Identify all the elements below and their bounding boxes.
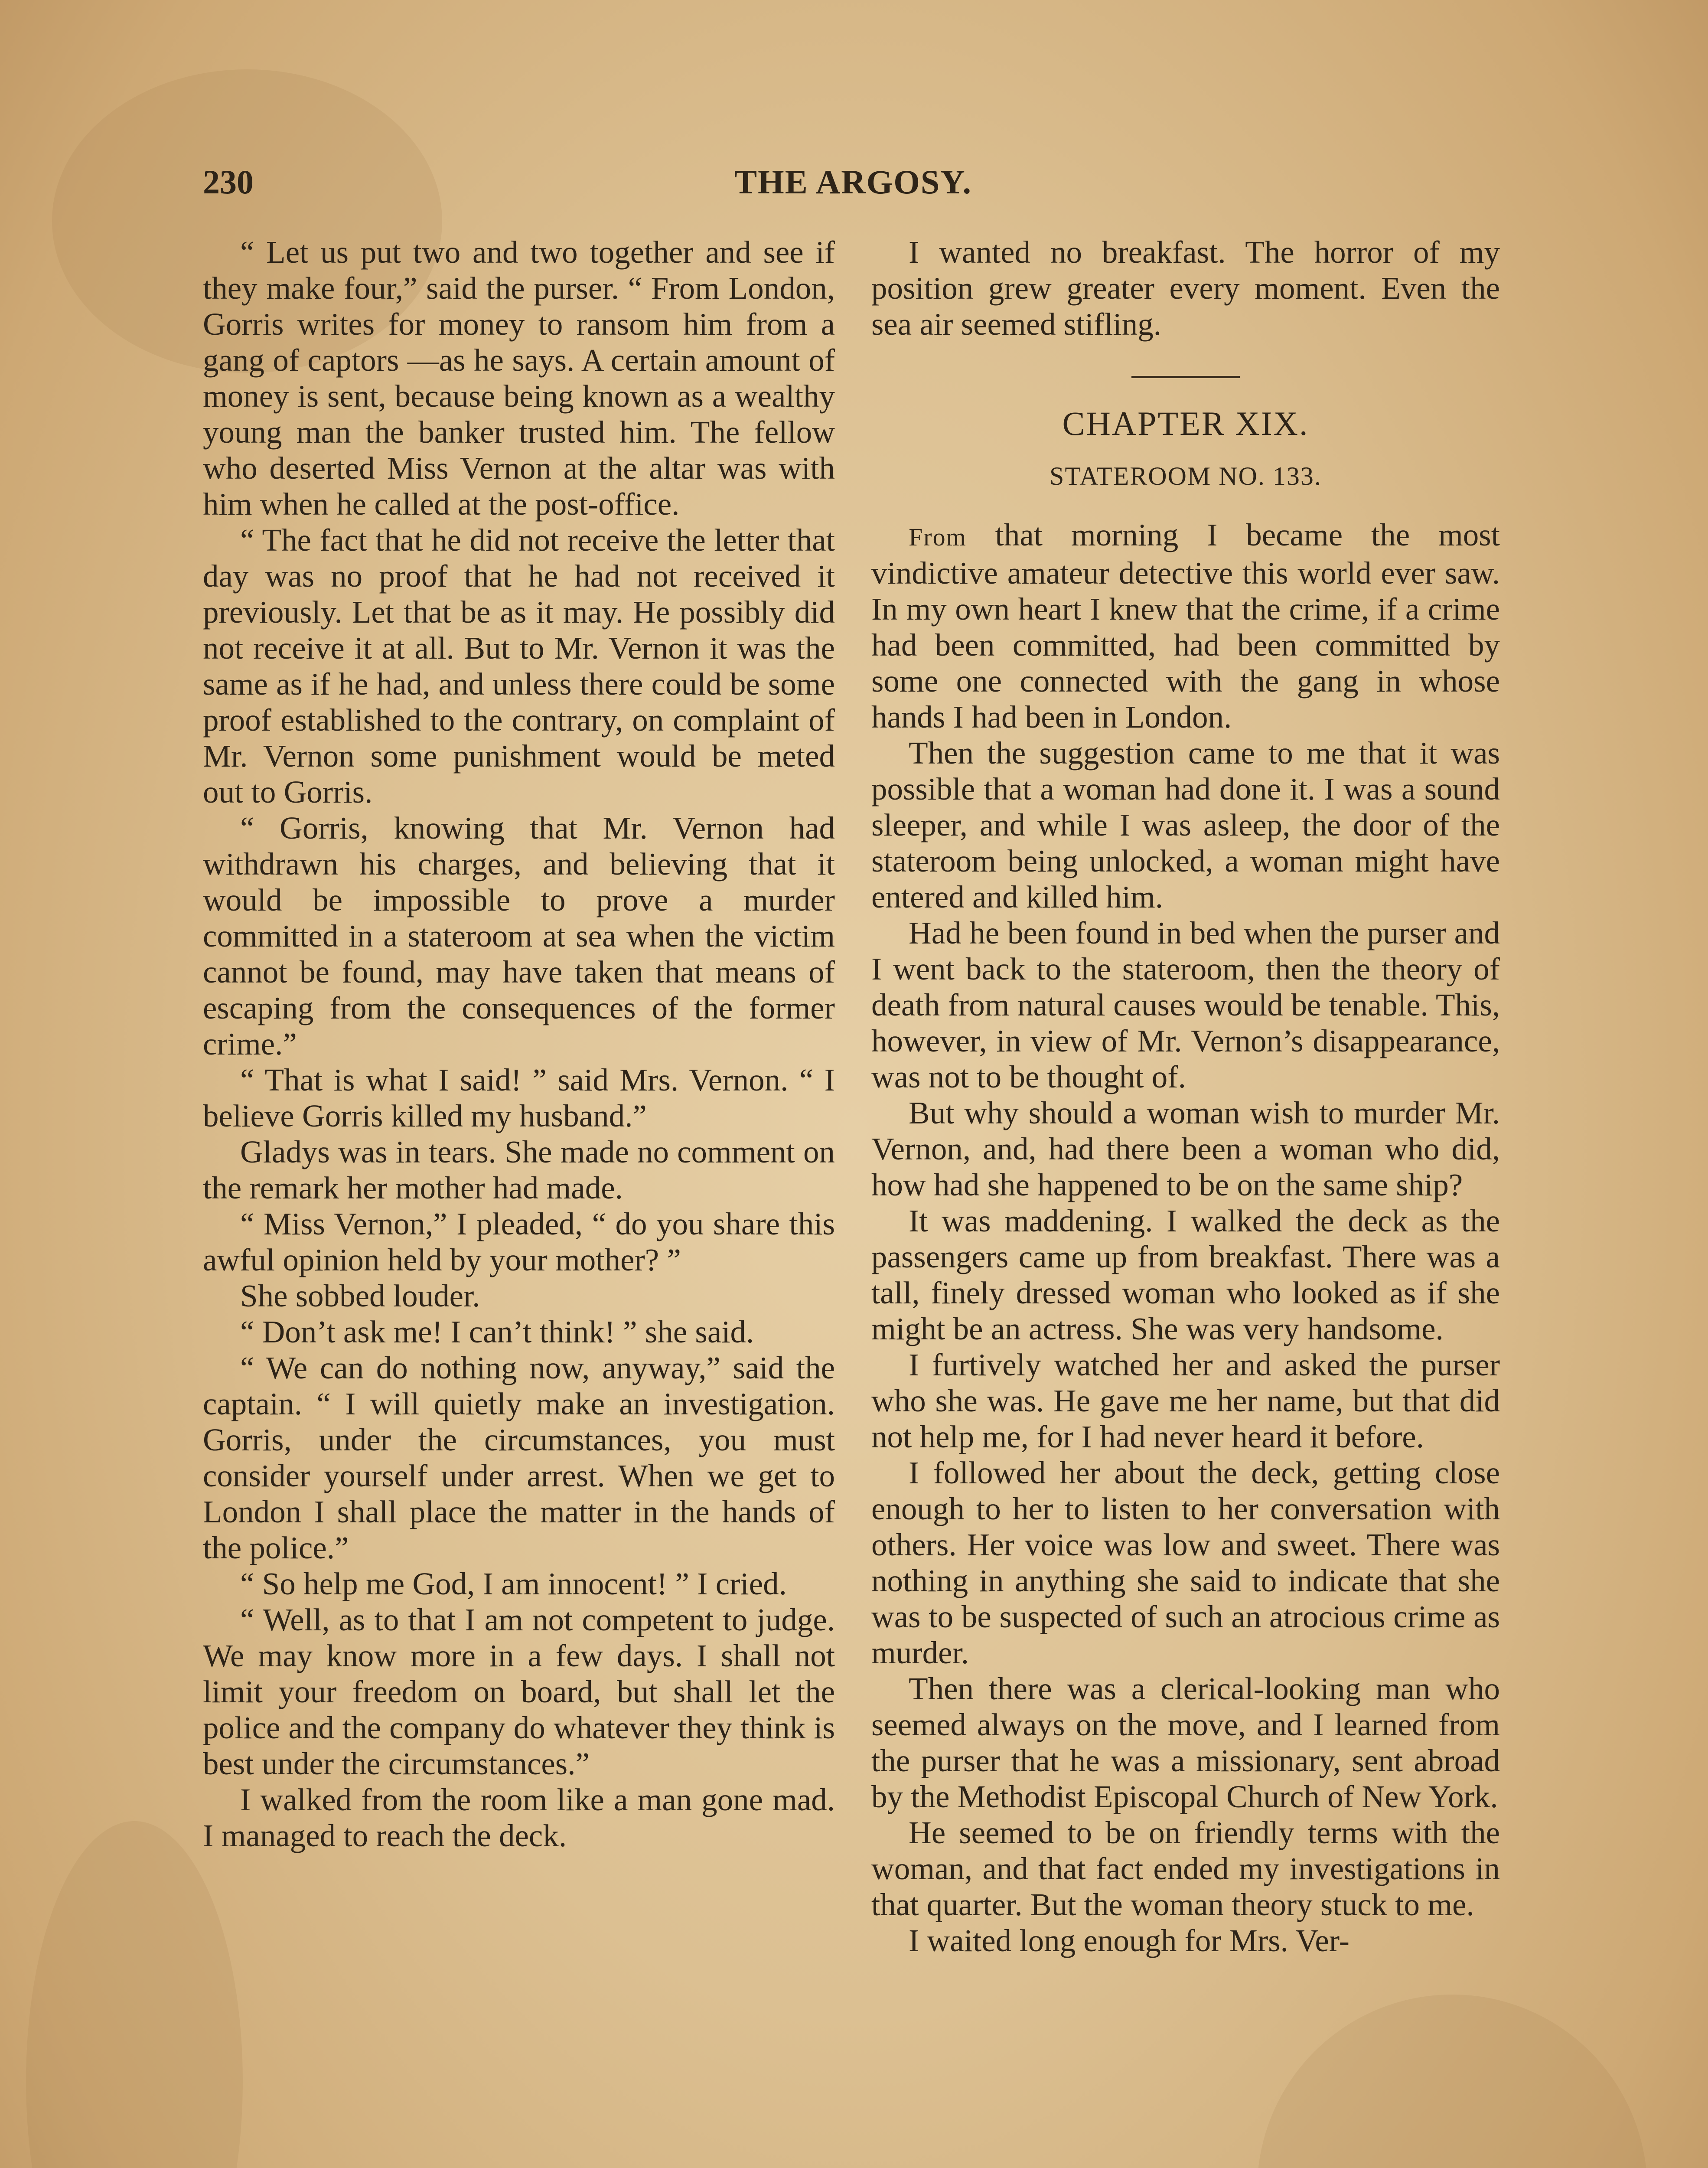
paragraph: I wanted no breakfast. The horror of my position grew greater every moment. Even the sea air seemed stifling. [871, 235, 1500, 342]
paragraph: “ Let us put two and two together and see if they make four,” said the purser. “ From London, Gorris writes for money to ransom him from a gang of captors —as he says. A certain amount of money is sent, because being known as a wealthy young man the banker trusted him. The fellow who deserted Miss Vernon at the altar was with him when he called at the post-office. [203, 235, 835, 522]
paragraph: “ Gorris, knowing that Mr. Vernon had withdrawn his charges, and believing that it would be impossible to prove a murder committed in a stateroom at sea when the victim cannot be found, may have taken that means of escaping from the consequences of the former crime.” [203, 810, 835, 1061]
paragraph: I followed her about the deck, getting close enough to her to listen to her conversation with others. Her voice was low and sweet. There was nothing in anything she said to indicate that she was to be suspected of such an atrocious crime as murder. [871, 1455, 1500, 1670]
paragraph: Gladys was in tears. She made no comment on the remark her mother had made. [203, 1134, 835, 1205]
chapter-subtitle: STATEROOM NO. 133. [1050, 462, 1322, 490]
chapter-title: CHAPTER XIX. [1062, 405, 1309, 442]
paragraph: “ We can do nothing now, anyway,” said the captain. “ I will quietly make an investigation. Gorris, under the circumstances, you must consider yourself under arrest. When we get to London I shall place the matter in the hands of the police.” [203, 1350, 835, 1565]
paragraph: “ Miss Vernon,” I pleaded, “ do you share this awful opinion held by your mother? ” [203, 1206, 835, 1277]
paragraph: It was maddening. I walked the deck as the passengers came up from breakfast. There was a tall, finely dressed woman who looked as if she might be an actress. She was very handsome. [871, 1203, 1500, 1346]
paragraph: “ Don’t ask me! I can’t think! ” she said. [240, 1314, 754, 1349]
running-head: THE ARGOSY. [734, 163, 972, 201]
page-number: 230 [203, 163, 254, 201]
paragraph: Had he been found in bed when the purser and I went back to the stateroom, then the theory of death from natural causes would be tenable. This, however, in view of Mr. Vernon’s disappearance, was not to be thought of. [871, 915, 1500, 1094]
paragraph: “ Well, as to that I am not competent to judge. We may know more in a few days. I shall not limit your freedom on board, but shall let the police and the company do whatever they think is best under the circumstances.” [203, 1602, 835, 1781]
paragraph: She sobbed louder. [240, 1278, 480, 1313]
paragraph: Then the suggestion came to me that it was possible that a woman had done it. I was a sound sleeper, and while I was asleep, the door of the stateroom being unlocked, a woman might have entered and killed him. [871, 735, 1500, 914]
right-column [871, 234, 1500, 1959]
chapter-opening-paragraph [871, 517, 1500, 735]
left-column [203, 234, 835, 1854]
paragraph: “ So help me God, I am innocent! ” I cried. [240, 1566, 787, 1601]
paragraph: “ The fact that he did not receive the letter that day was no proof that he had not received it previously. Let that be as it may. He possibly did not receive it at all. But to Mr. Vernon it was the same as if he had, and unless there could be some proof established to the contrary, on complaint of Mr. Vernon some punishment would be meted out to Gorris. [203, 522, 835, 810]
paper-stain [1257, 1995, 1647, 2168]
opening-word: From [909, 523, 967, 551]
paragraph: I walked from the room like a man gone mad. I managed to reach the deck. [203, 1782, 835, 1853]
section-divider [1131, 376, 1240, 378]
paragraph: But why should a woman wish to murder Mr. Vernon, and, had there been a woman who did, how had she happened to be on the same ship? [871, 1095, 1500, 1202]
paragraph: I furtively watched her and asked the purser who she was. He gave me her name, but that did not help me, for I had never heard it before. [871, 1347, 1500, 1454]
paragraph: He seemed to be on friendly terms with the woman, and that fact ended my investigations in that quarter. But the woman theory stuck to me. [871, 1815, 1500, 1922]
paragraph: “ That is what I said! ” said Mrs. Vernon. “ I believe Gorris killed my husband.” [203, 1062, 835, 1133]
opening-text: that morning I became the most vindictive amateur detective this world ever saw. In my own heart I knew that the crime, if a crime had been committed, had been committed by some one connected with the gang in whose hands I had been in London. [871, 517, 1500, 735]
paragraph: Then there was a clerical-looking man who seemed always on the move, and I learned from the purser that he was a missionary, sent abroad by the Methodist Episcopal Church of New York. [871, 1671, 1500, 1814]
paper-stain [26, 1821, 243, 2168]
page-header [203, 160, 1503, 212]
paragraph: I waited long enough for Mrs. Ver- [909, 1923, 1349, 1958]
